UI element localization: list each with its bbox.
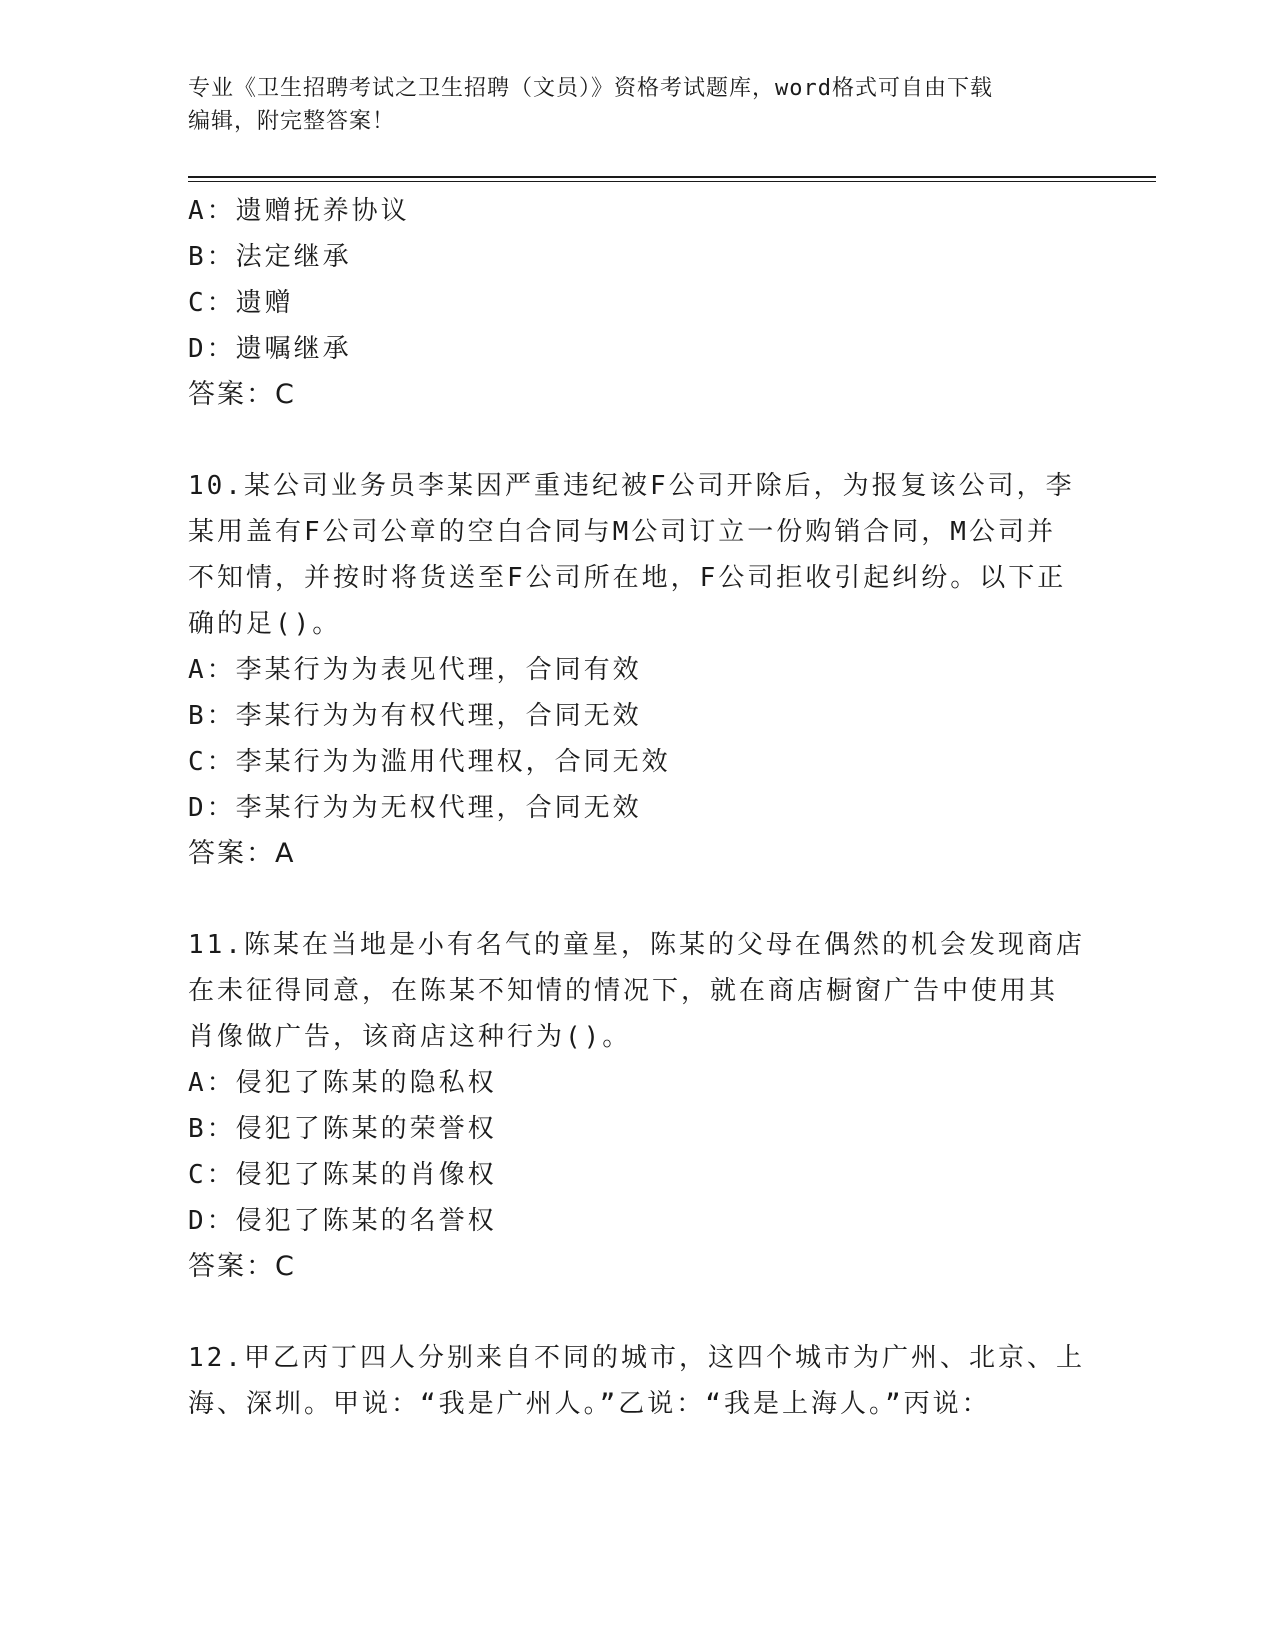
header-divider-thin [188, 181, 1156, 182]
question-block-10 [188, 463, 1088, 877]
document-header [188, 72, 1088, 138]
question-block-continued [188, 188, 1088, 418]
option-d: D：侵犯了陈某的名誉权 [188, 1206, 497, 1236]
option-b: B：侵犯了陈某的荣誉权 [188, 1114, 497, 1144]
option-c: C：遗赠 [188, 288, 294, 318]
header-line-2: 编辑，附完整答案！ [188, 109, 396, 134]
option-a: A：侵犯了陈某的隐私权 [188, 1068, 497, 1098]
question-stem-line: 10.某公司业务员李某因严重违纪被F公司开除后，为报复该公司，李 [188, 471, 1075, 501]
question-stem-line: 12.甲乙丙丁四人分别来自不同的城市，这四个城市为广州、北京、上 [188, 1343, 1085, 1373]
header-divider-thick [188, 176, 1156, 178]
option-b: B：李某行为为有权代理，合同无效 [188, 701, 642, 731]
option-d: D：遗嘱继承 [188, 334, 352, 364]
question-stem-line: 肖像做广告，该商店这种行为()。 [188, 1022, 632, 1052]
question-stem-line: 在未征得同意，在陈某不知情的情况下，就在商店橱窗广告中使用其 [188, 976, 1059, 1006]
header-line-1: 专业《卫生招聘考试之卫生招聘（文员）》资格考试题库，word格式可自由下载 [188, 76, 993, 101]
question-stem-line: 11.陈某在当地是小有名气的童星，陈某的父母在偶然的机会发现商店 [188, 930, 1085, 960]
question-stem-line: 海、深圳。甲说：“我是广州人。”乙说：“我是上海人。”丙说： [188, 1389, 991, 1419]
answer: 答案：C [188, 379, 296, 410]
option-a: A：遗赠抚养协议 [188, 196, 410, 226]
question-stem-line: 不知情，并按时将货送至F公司所在地，F公司拒收引起纠纷。以下正 [188, 563, 1067, 593]
question-block-12 [188, 1335, 1088, 1427]
question-stem-line: 某用盖有F公司公章的空白合同与M公司订立一份购销合同，M公司并 [188, 517, 1056, 547]
option-c: C：侵犯了陈某的肖像权 [188, 1160, 497, 1190]
question-block-11 [188, 922, 1088, 1290]
answer: 答案：A [188, 838, 296, 869]
question-stem-line: 确的足()。 [188, 609, 342, 639]
option-a: A：李某行为为表见代理，合同有效 [188, 655, 642, 685]
option-c: C：李某行为为滥用代理权，合同无效 [188, 747, 671, 777]
answer: 答案：C [188, 1251, 296, 1282]
option-b: B：法定继承 [188, 242, 352, 272]
question-content [188, 188, 1088, 1427]
option-d: D：李某行为为无权代理，合同无效 [188, 793, 642, 823]
